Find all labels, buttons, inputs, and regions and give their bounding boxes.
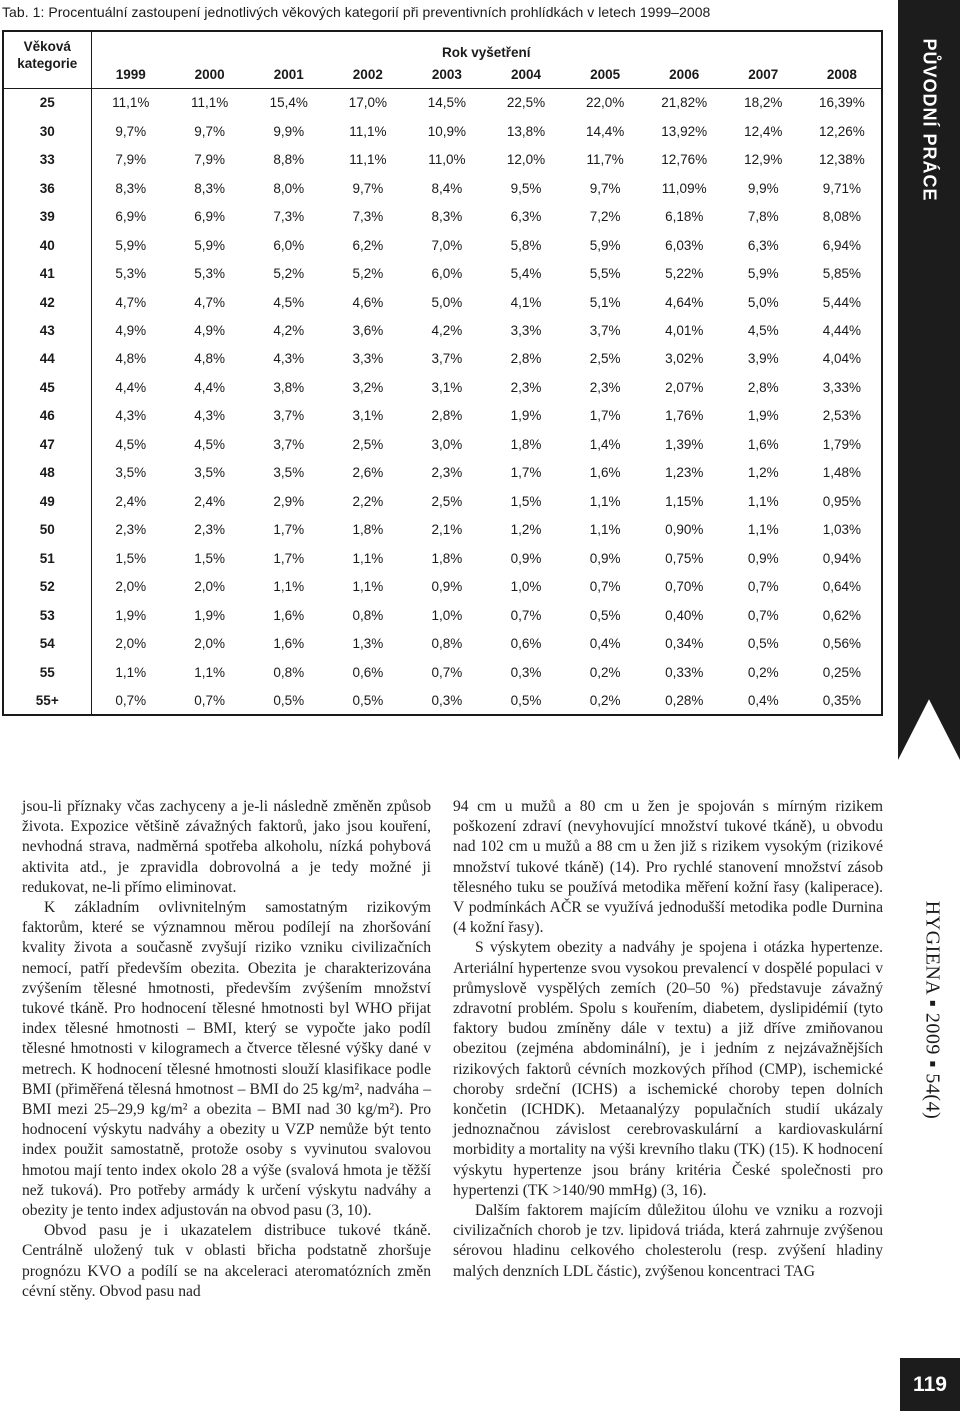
year-header-cell: 1999 xyxy=(91,60,170,89)
table-row xyxy=(3,145,882,173)
table-caption: Tab. 1: Procentuální zastoupení jednotlivých věkových kategorií při preventivních prohlídkách v letech 1999–2008 xyxy=(2,4,711,20)
percentage-cell: 4,6% xyxy=(352,294,384,310)
percentage-cell: 1,1% xyxy=(589,493,621,509)
age-category-cell: 45 xyxy=(3,373,91,401)
age-category-cell: 25 xyxy=(3,89,91,117)
table-row xyxy=(3,686,882,715)
percentage-cell: 6,18% xyxy=(665,209,704,225)
percentage-cell: 1,6% xyxy=(273,636,305,652)
percentage-cell: 4,01% xyxy=(665,322,704,338)
percentage-cell: 1,1% xyxy=(747,522,779,538)
age-category-cell: 46 xyxy=(3,402,91,430)
percentage-cell: 0,70% xyxy=(665,579,704,595)
percentage-cell: 0,9% xyxy=(747,550,779,566)
percentage-cell: 3,1% xyxy=(352,408,384,424)
percentage-cell: 11,1% xyxy=(349,123,387,139)
journal-label: HYGIENA ▪ 2009 ▪ 54(4) xyxy=(921,900,944,1120)
percentage-cell: 3,7% xyxy=(273,408,305,424)
year-header-cell: 2007 xyxy=(724,60,803,89)
age-category-cell: 52 xyxy=(3,572,91,600)
paragraph: Dalším faktorem majícím důležitou úlohu ve vzniku a rozvoji civilizačních chorob je tzv. lipidová triáda, která zahrnuje zvýšenou sérovou hladinu celkového cholesterolu (resp. zvýšení hladiny malých denzních LDL částic), zvýšenou koncentraci TAG xyxy=(453,1202,883,1280)
percentage-cell: 2,53% xyxy=(822,408,862,424)
percentage-cell: 7,2% xyxy=(589,209,621,225)
table-row xyxy=(3,202,882,230)
percentage-cell: 2,4% xyxy=(115,493,147,509)
age-category-cell: 50 xyxy=(3,516,91,544)
percentage-cell: 6,0% xyxy=(431,266,463,282)
age-header-line-1: Věková xyxy=(23,39,71,54)
percentage-cell: 16,39% xyxy=(819,95,865,111)
age-category-cell: 51 xyxy=(3,544,91,572)
table-row xyxy=(3,373,882,401)
percentage-cell: 1,9% xyxy=(747,408,779,424)
percentage-cell: 1,76% xyxy=(665,408,704,424)
age-category-cell: 55+ xyxy=(3,686,91,715)
percentage-cell: 6,9% xyxy=(194,209,226,225)
percentage-cell: 0,4% xyxy=(747,692,779,708)
percentage-cell: 0,2% xyxy=(589,664,621,680)
percentage-cell: 2,0% xyxy=(115,579,147,595)
percentage-cell: 8,3% xyxy=(115,180,147,196)
percentage-cell: 0,5% xyxy=(747,636,779,652)
percentage-cell: 1,7% xyxy=(273,522,305,538)
percentage-cell: 1,8% xyxy=(352,522,384,538)
percentage-cell: 5,2% xyxy=(352,266,384,282)
percentage-cell: 5,22% xyxy=(665,266,704,282)
table-row xyxy=(3,316,882,344)
percentage-cell: 0,7% xyxy=(431,664,463,680)
percentage-cell: 4,9% xyxy=(115,322,147,338)
percentage-cell: 12,9% xyxy=(744,152,783,168)
percentage-cell: 0,5% xyxy=(352,692,384,708)
percentage-cell: 5,8% xyxy=(510,237,542,253)
percentage-cell: 3,02% xyxy=(665,351,704,367)
percentage-cell: 2,0% xyxy=(194,636,226,652)
percentage-cell: 0,95% xyxy=(822,493,862,509)
percentage-cell: 4,8% xyxy=(194,351,226,367)
percentage-cell: 2,2% xyxy=(352,493,384,509)
percentage-cell: 13,8% xyxy=(506,123,546,139)
percentage-cell: 1,39% xyxy=(665,436,704,452)
percentage-cell: 7,9% xyxy=(194,152,226,168)
percentage-cell: 4,1% xyxy=(510,294,542,310)
year-header-cell: 2001 xyxy=(249,60,328,89)
age-category-cell: 42 xyxy=(3,288,91,316)
percentage-cell: 4,5% xyxy=(115,436,147,452)
percentage-cell: 1,48% xyxy=(822,465,862,481)
age-category-cell: 40 xyxy=(3,231,91,259)
percentage-cell: 1,8% xyxy=(431,550,463,566)
percentage-cell: 5,5% xyxy=(589,266,621,282)
percentage-cell: 0,64% xyxy=(822,579,862,595)
percentage-cell: 0,6% xyxy=(352,664,384,680)
percentage-cell: 9,5% xyxy=(510,180,542,196)
percentage-cell: 1,15% xyxy=(665,493,704,509)
percentage-cell: 3,7% xyxy=(589,322,621,338)
percentage-cell: 8,3% xyxy=(431,209,463,225)
percentage-cell: 5,4% xyxy=(510,266,542,282)
percentage-cell: 2,1% xyxy=(431,522,463,538)
percentage-cell: 4,3% xyxy=(115,408,147,424)
percentage-cell: 4,5% xyxy=(273,294,305,310)
percentage-cell: 0,2% xyxy=(747,664,779,680)
percentage-cell: 0,7% xyxy=(747,579,779,595)
table-row xyxy=(3,231,882,259)
percentage-cell: 12,0% xyxy=(506,152,546,168)
percentage-cell: 2,5% xyxy=(589,351,621,367)
table-row xyxy=(3,544,882,572)
table-row xyxy=(3,430,882,458)
percentage-cell: 12,26% xyxy=(819,123,865,139)
percentage-cell: 1,5% xyxy=(194,550,226,566)
percentage-cell: 1,1% xyxy=(747,493,779,509)
percentage-cell: 18,2% xyxy=(744,95,783,111)
percentage-cell: 4,2% xyxy=(273,322,305,338)
percentage-cell: 0,8% xyxy=(431,636,463,652)
percentage-cell: 11,1% xyxy=(191,95,229,111)
percentage-cell: 2,0% xyxy=(194,579,226,595)
percentage-cell: 1,4% xyxy=(589,436,621,452)
percentage-cell: 5,1% xyxy=(589,294,621,310)
percentage-cell: 1,9% xyxy=(194,607,226,623)
percentage-cell: 3,8% xyxy=(273,379,305,395)
percentage-cell: 4,3% xyxy=(273,351,305,367)
percentage-cell: 4,7% xyxy=(194,294,226,310)
percentage-cell: 4,5% xyxy=(194,436,226,452)
percentage-cell: 7,8% xyxy=(747,209,779,225)
percentage-cell: 3,3% xyxy=(352,351,384,367)
percentage-cell: 0,56% xyxy=(822,636,862,652)
table-row xyxy=(3,117,882,145)
age-category-header xyxy=(3,31,91,89)
table-body xyxy=(3,89,882,716)
percentage-cell: 3,3% xyxy=(510,322,542,338)
percentage-cell: 2,8% xyxy=(747,379,779,395)
percentage-cell: 3,33% xyxy=(822,379,862,395)
paragraph: K základním ovlivnitelným samostatným rizikovým faktorům, které se významnou měrou podílejí na zhoršování kvality života a současně zvyšují riziko vzniku civilizačních nemocí, patří především obezita. Obezita je charakterizována zvýšením tělesné hmotnosti, především zvýšením množství tukové tkáně. Pro hodnocení tělesné hmotnosti byl WHO přijat index tělesné hmotnosti – BMI, který se vypočte jako podíl tělesné hmotnosti v kilogramech a čtverce tělesné výšky dané v metrech. K hodnocení tělesné hmotnosti slouží klasifikace podle BMI (přiměřená tělesná hmotnost – BMI do 25 kg/m², nadváha – BMI mezi 25–29,9 kg/m² a obezita – BMI nad 30 kg/m²). Pro hodnocení výskytu nadváhy a obezity u VZP nemůže být tento index použit samostatně, protože osoby s vyvinutou svalovou hmotou mají tento index okolo 28 a výše (svalová hmota je těžší než tuková). Pro potřeby armády k určení výskytu nadváhy a obezity je tento index adjustován na obvod pasu (3, 10). xyxy=(22,899,431,1220)
percentage-cell: 1,9% xyxy=(510,408,542,424)
year-header-row xyxy=(3,60,882,89)
percentage-cell: 9,7% xyxy=(194,123,226,139)
paragraph: Obvod pasu je i ukazatelem distribuce tukové tkáně. Centrálně uložený tuk v oblasti břicha podstatně zhoršuje prognózu KVO a podílí se na akceleraci ateromatózních změn cévní stěny. Obvod pasu nad xyxy=(22,1222,431,1300)
percentage-cell: 5,0% xyxy=(431,294,463,310)
age-category-cell: 44 xyxy=(3,345,91,373)
percentage-cell: 1,0% xyxy=(431,607,463,623)
percentage-cell: 0,7% xyxy=(589,579,621,595)
percentage-cell: 0,8% xyxy=(273,664,305,680)
percentage-cell: 2,5% xyxy=(352,436,384,452)
percentage-cell: 11,1% xyxy=(349,152,387,168)
percentage-cell: 4,2% xyxy=(431,322,463,338)
percentage-cell: 3,5% xyxy=(115,465,147,481)
percentage-cell: 0,6% xyxy=(510,636,542,652)
table-row xyxy=(3,174,882,202)
percentage-cell: 4,9% xyxy=(194,322,226,338)
percentage-cell: 4,4% xyxy=(194,379,226,395)
percentage-cell: 3,5% xyxy=(273,465,305,481)
age-category-cell: 36 xyxy=(3,174,91,202)
age-header-line-2: kategorie xyxy=(17,56,78,71)
age-category-cell: 30 xyxy=(3,117,91,145)
percentage-cell: 1,9% xyxy=(115,607,147,623)
table-row xyxy=(3,658,882,686)
page-number: 119 xyxy=(900,1358,960,1411)
percentage-cell: 9,71% xyxy=(822,180,862,196)
percentage-cell: 1,03% xyxy=(822,522,862,538)
age-category-cell: 41 xyxy=(3,259,91,287)
percentage-cell: 0,62% xyxy=(822,607,862,623)
percentage-cell: 7,0% xyxy=(431,237,463,253)
year-header-cell: 2008 xyxy=(803,60,882,89)
percentage-cell: 5,0% xyxy=(747,294,779,310)
percentage-cell: 6,94% xyxy=(822,237,862,253)
percentage-cell: 0,34% xyxy=(665,636,704,652)
year-header-cell: 2006 xyxy=(645,60,724,89)
percentage-cell: 0,28% xyxy=(665,692,704,708)
percentage-cell: 5,9% xyxy=(115,237,147,253)
percentage-cell: 5,3% xyxy=(194,266,226,282)
percentage-cell: 1,79% xyxy=(822,436,862,452)
percentage-cell: 2,3% xyxy=(194,522,226,538)
text-column-left xyxy=(22,797,431,1302)
percentage-cell: 1,2% xyxy=(510,522,542,538)
percentage-cell: 5,2% xyxy=(273,266,305,282)
percentage-cell: 1,1% xyxy=(352,550,384,566)
table-row xyxy=(3,629,882,657)
percentage-cell: 1,2% xyxy=(747,465,779,481)
percentage-cell: 21,82% xyxy=(661,95,708,111)
percentage-cell: 1,6% xyxy=(273,607,305,623)
percentage-cell: 0,8% xyxy=(352,607,384,623)
percentage-cell: 1,7% xyxy=(273,550,305,566)
percentage-cell: 5,3% xyxy=(115,266,147,282)
year-group-header: Rok vyšetření xyxy=(441,45,531,60)
percentage-cell: 8,08% xyxy=(822,209,862,225)
percentage-cell: 11,1% xyxy=(112,95,150,111)
table-row xyxy=(3,601,882,629)
percentage-cell: 11,0% xyxy=(428,152,466,168)
percentage-cell: 1,5% xyxy=(115,550,147,566)
percentage-cell: 12,4% xyxy=(744,123,783,139)
percentage-cell: 0,25% xyxy=(822,664,862,680)
percentage-cell: 5,44% xyxy=(822,294,862,310)
age-category-cell: 49 xyxy=(3,487,91,515)
percentage-cell: 4,7% xyxy=(115,294,147,310)
table-row xyxy=(3,572,882,600)
percentage-cell: 8,0% xyxy=(273,180,305,196)
table-row xyxy=(3,259,882,287)
percentage-cell: 0,35% xyxy=(822,692,862,708)
age-category-cell: 55 xyxy=(3,658,91,686)
percentage-cell: 0,75% xyxy=(665,550,704,566)
percentage-cell: 1,1% xyxy=(115,664,147,680)
percentage-cell: 6,9% xyxy=(115,209,147,225)
percentage-cell: 9,9% xyxy=(747,180,779,196)
year-header-cell: 2005 xyxy=(566,60,645,89)
table-row xyxy=(3,89,882,117)
table-row xyxy=(3,402,882,430)
percentage-cell: 3,7% xyxy=(273,436,305,452)
percentage-cell: 0,94% xyxy=(822,550,862,566)
percentage-cell: 6,0% xyxy=(273,237,305,253)
percentage-cell: 0,33% xyxy=(665,664,704,680)
percentage-cell: 4,44% xyxy=(822,322,862,338)
percentage-cell: 14,4% xyxy=(585,123,625,139)
percentage-cell: 3,9% xyxy=(747,351,779,367)
percentage-cell: 0,7% xyxy=(115,692,147,708)
percentage-cell: 2,5% xyxy=(431,493,463,509)
paragraph: jsou-li příznaky včas zachyceny a je-li následně změněn způsob života. Expozice většině závažných faktorů, jako jsou kouření, nevhodná strava, nadměrná spotřeba alkoholu, nízká pohybová aktivita atd., je zpravidla dobrovolná a je tedy možné ji redukovat, ne-li přímo eliminovat. xyxy=(22,798,431,896)
percentage-cell: 6,2% xyxy=(352,237,384,253)
percentage-cell: 0,7% xyxy=(510,607,542,623)
percentage-cell: 10,9% xyxy=(427,123,467,139)
percentage-cell: 17,0% xyxy=(348,95,387,111)
percentage-cell: 12,38% xyxy=(819,152,865,168)
percentage-cell: 7,3% xyxy=(352,209,384,225)
percentage-cell: 0,5% xyxy=(273,692,305,708)
percentage-cell: 1,1% xyxy=(589,522,621,538)
percentage-cell: 0,3% xyxy=(431,692,463,708)
percentage-cell: 4,64% xyxy=(665,294,704,310)
section-label: PŮVODNÍ PRÁCE xyxy=(919,38,940,202)
percentage-cell: 1,6% xyxy=(747,436,779,452)
percentage-cell: 3,7% xyxy=(431,351,463,367)
percentage-cell: 3,2% xyxy=(352,379,384,395)
percentage-cell: 0,9% xyxy=(589,550,621,566)
percentage-cell: 0,7% xyxy=(747,607,779,623)
percentage-cell: 2,3% xyxy=(589,379,621,395)
percentage-cell: 2,3% xyxy=(431,465,463,481)
age-category-table xyxy=(2,30,883,716)
percentage-cell: 2,07% xyxy=(665,379,704,395)
percentage-cell: 8,3% xyxy=(194,180,226,196)
percentage-cell: 1,8% xyxy=(510,436,542,452)
percentage-cell: 1,3% xyxy=(352,636,384,652)
percentage-cell: 2,4% xyxy=(194,493,226,509)
year-header-cell: 2000 xyxy=(170,60,249,89)
percentage-cell: 12,76% xyxy=(661,152,708,168)
year-header-cell: 2003 xyxy=(407,60,486,89)
paragraph: 94 cm u mužů a 80 cm u žen je spojován s mírným rizikem poškození zdraví (nevyhovující množství tukové tkáně), u obvodu nad 102 cm u mužů a 88 cm u žen již s rizikem vysokým (rizikové množství tukové tkáně) (14). Pro rychlé stanovení množství zásob tělesného tuku se používá metodika měření kožní řasy (kaliperace). V podmínkách AČR se využívá jednodušší metodika podle Durnina (4 kožní řasy). xyxy=(453,798,883,937)
percentage-cell: 7,3% xyxy=(273,209,305,225)
age-category-cell: 47 xyxy=(3,430,91,458)
percentage-cell: 2,8% xyxy=(510,351,542,367)
percentage-cell: 0,9% xyxy=(431,579,463,595)
percentage-cell: 0,4% xyxy=(589,636,621,652)
percentage-cell: 3,1% xyxy=(431,379,463,395)
percentage-cell: 14,5% xyxy=(427,95,467,111)
percentage-cell: 0,2% xyxy=(589,692,621,708)
percentage-cell: 5,9% xyxy=(747,266,779,282)
percentage-cell: 0,90% xyxy=(665,522,704,538)
percentage-cell: 4,4% xyxy=(115,379,147,395)
percentage-cell: 6,3% xyxy=(747,237,779,253)
paragraph: S výskytem obezity a nadváhy je spojena i otázka hypertenze. Arteriální hypertenze svou vysokou prevalencí v dospělé populaci v průmyslově vyspělých zemích (20–50 %) představuje závažný zdravotní problém. Spolu s kouřením, diabetem, dyslipidémií (tyto faktory budou zmíněny dále v textu) a již dříve zmiňovanou obezitou (zejména abdominální), je i jedním z nejzávažnějších rizikových faktorů cévních mozkových příhod (CMP), ischemické choroby srdeční (ICHS) a ischemické choroby tepen dolních končetin (ICHDK). Metaanalýzy populačních studií ukázaly jednoznačnou závislost cerebrovaskulární a kardiovaskulární morbidity a mortality na výši krevního tlaku (TK) (15). K hodnocení výskytu hypertenze jsou brány kritéria České společnosti pro hypertenzi (TK >140/90 mmHg) (3, 16). xyxy=(453,939,883,1199)
percentage-cell: 0,5% xyxy=(510,692,542,708)
percentage-cell: 6,3% xyxy=(510,209,542,225)
year-header-cell: 2004 xyxy=(486,60,565,89)
percentage-cell: 22,0% xyxy=(585,95,625,111)
percentage-cell: 0,3% xyxy=(510,664,542,680)
percentage-cell: 2,0% xyxy=(115,636,147,652)
percentage-cell: 1,23% xyxy=(665,465,704,481)
percentage-cell: 0,40% xyxy=(665,607,704,623)
percentage-cell: 2,3% xyxy=(115,522,147,538)
percentage-cell: 1,1% xyxy=(194,664,226,680)
percentage-cell: 11,7% xyxy=(586,152,624,168)
age-category-cell: 53 xyxy=(3,601,91,629)
percentage-cell: 1,1% xyxy=(352,579,384,595)
age-category-cell: 39 xyxy=(3,202,91,230)
age-category-cell: 54 xyxy=(3,629,91,657)
percentage-cell: 3,6% xyxy=(352,322,384,338)
percentage-cell: 7,9% xyxy=(115,152,147,168)
percentage-cell: 8,8% xyxy=(273,152,305,168)
percentage-cell: 1,7% xyxy=(589,408,621,424)
percentage-cell: 15,4% xyxy=(269,95,308,111)
table-row xyxy=(3,459,882,487)
percentage-cell: 0,9% xyxy=(510,550,542,566)
percentage-cell: 1,5% xyxy=(510,493,542,509)
percentage-cell: 8,4% xyxy=(431,180,463,196)
percentage-cell: 1,0% xyxy=(510,579,542,595)
percentage-cell: 5,85% xyxy=(822,266,862,282)
percentage-cell: 4,3% xyxy=(194,408,226,424)
text-column-right xyxy=(453,797,883,1282)
percentage-cell: 13,92% xyxy=(661,123,708,139)
percentage-cell: 1,1% xyxy=(273,579,305,595)
percentage-cell: 2,9% xyxy=(273,493,305,509)
percentage-cell: 5,9% xyxy=(194,237,226,253)
percentage-cell: 3,0% xyxy=(431,436,463,452)
percentage-cell: 9,7% xyxy=(589,180,621,196)
percentage-cell: 2,3% xyxy=(510,379,542,395)
table-row xyxy=(3,288,882,316)
percentage-cell: 4,04% xyxy=(822,351,862,367)
percentage-cell: 3,5% xyxy=(194,465,226,481)
percentage-cell: 2,6% xyxy=(352,465,384,481)
percentage-cell: 4,5% xyxy=(747,322,779,338)
percentage-cell: 1,7% xyxy=(510,465,542,481)
percentage-cell: 9,7% xyxy=(352,180,384,196)
percentage-cell: 9,9% xyxy=(273,123,305,139)
percentage-cell: 2,8% xyxy=(431,408,463,424)
table-row xyxy=(3,487,882,515)
percentage-cell: 4,8% xyxy=(115,351,147,367)
percentage-cell: 6,03% xyxy=(665,237,704,253)
age-category-cell: 43 xyxy=(3,316,91,344)
percentage-cell: 11,09% xyxy=(661,180,707,196)
table-row xyxy=(3,345,882,373)
percentage-cell: 9,7% xyxy=(115,123,147,139)
age-category-cell: 33 xyxy=(3,145,91,173)
year-header-cell: 2002 xyxy=(328,60,407,89)
percentage-cell: 1,6% xyxy=(589,465,621,481)
percentage-cell: 0,5% xyxy=(589,607,621,623)
percentage-cell: 22,5% xyxy=(506,95,546,111)
age-category-cell: 48 xyxy=(3,459,91,487)
table-row xyxy=(3,516,882,544)
percentage-cell: 5,9% xyxy=(589,237,621,253)
percentage-cell: 0,7% xyxy=(194,692,226,708)
